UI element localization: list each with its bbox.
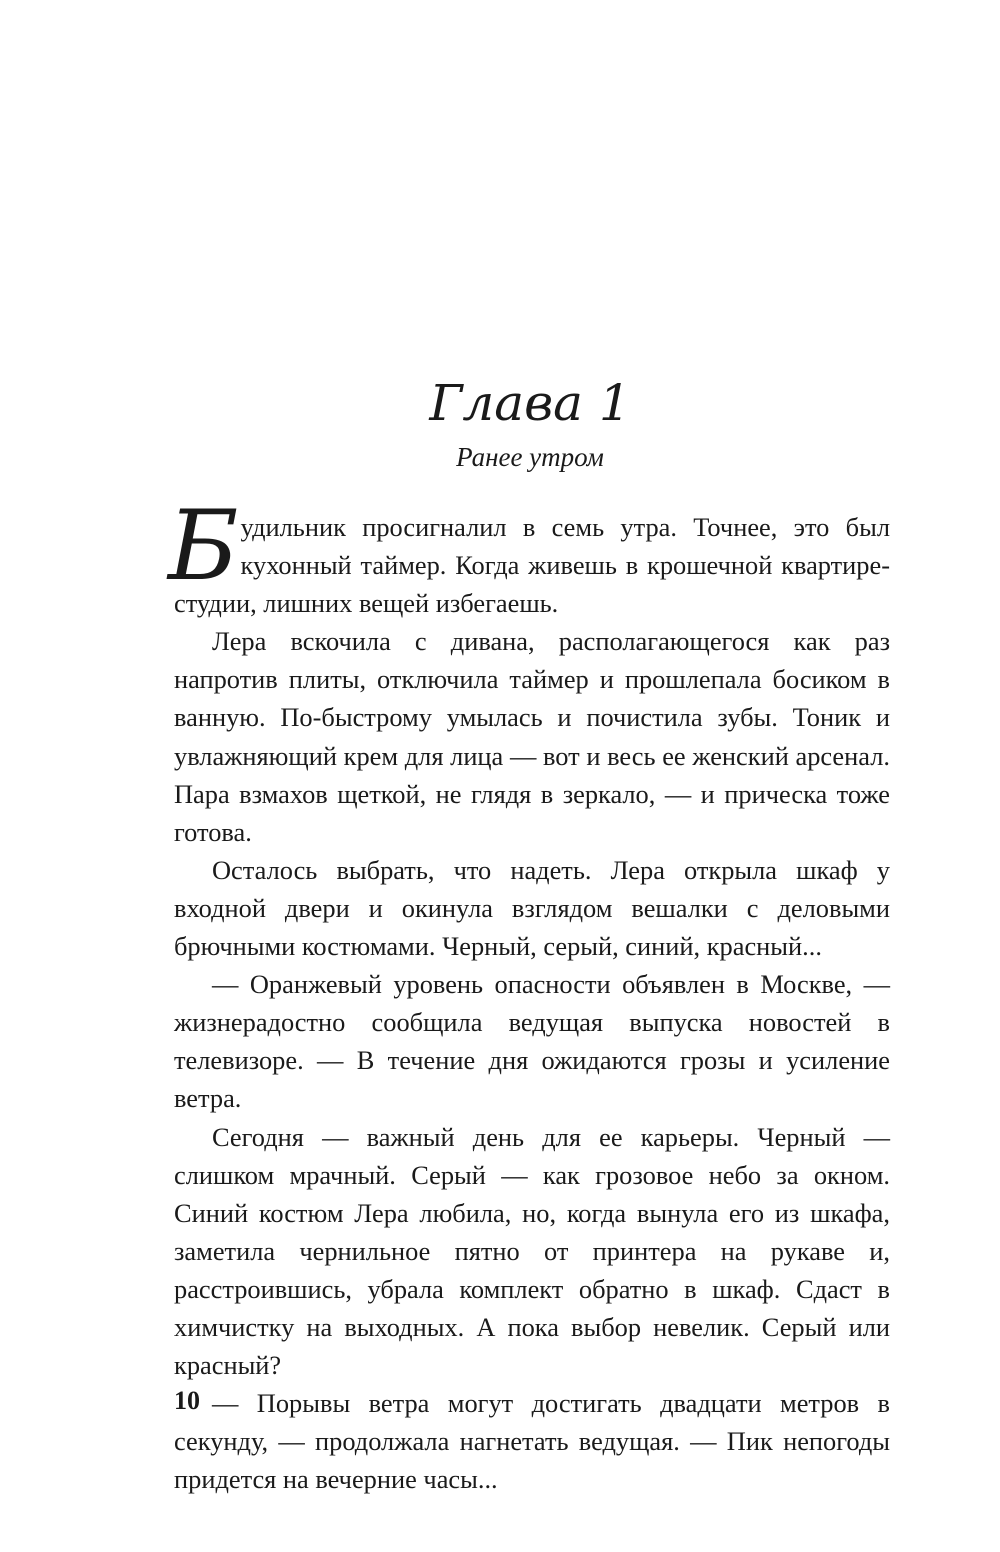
chapter-subtitle: Ранее утром xyxy=(456,442,604,472)
body-text xyxy=(168,490,890,1498)
paragraph: Осталось выбрать, что надеть. Лера открыла шкаф у входной двери и окинула взглядом вешалки с деловыми брючными костюмами. Черный, серый, синий, красный... xyxy=(174,854,890,962)
page-number: 10 xyxy=(174,1386,200,1415)
paragraph: — Оранжевый уровень опасности объявлен в Москве, — жизнерадостно сообщила ведущая выпуска новостей в телевизоре. — В течение дня ожидаются грозы и усиление ветра. xyxy=(174,969,890,1114)
drop-cap: Б xyxy=(168,490,235,602)
paragraph xyxy=(168,490,890,622)
paragraph: Лера вскочила с дивана, располагающегося как раз напротив плиты, отключила таймер и прошлепала босиком в ванную. По-быстрому умылась и почистила зубы. Тоник и увлажняющий крем для лица — вот и весь ее женский арсенал. Пара взмахов щеткой, не глядя в зеркало, — и прическа тоже готова. xyxy=(174,626,890,847)
paragraph: — Порывы ветра могут достигать двадцати метров в секунду, — продолжала нагнетать ведущая. — Пик непогоды придется на вечерние часы... xyxy=(174,1388,890,1495)
paragraph: Сегодня — важный день для ее карьеры. Черный — слишком мрачный. Серый — как грозовое небо за окном. Синий костюм Лера любила, но, когда вынула его из шкафа, заметила чернильное пятно от принтера на рукаве и, расстроившись, убрала комплект обратно в шкаф. Сдаст в химчистку на выходных. А пока выбор невелик. Серый или красный? xyxy=(174,1121,890,1381)
paragraph-text: удильник просигналил в семь утра. Точнее, это был кухонный таймер. Когда живешь в крошечной квартире-студии, лишних вещей избегаешь. xyxy=(174,512,890,619)
chapter-title: Глава 1 xyxy=(429,374,631,432)
